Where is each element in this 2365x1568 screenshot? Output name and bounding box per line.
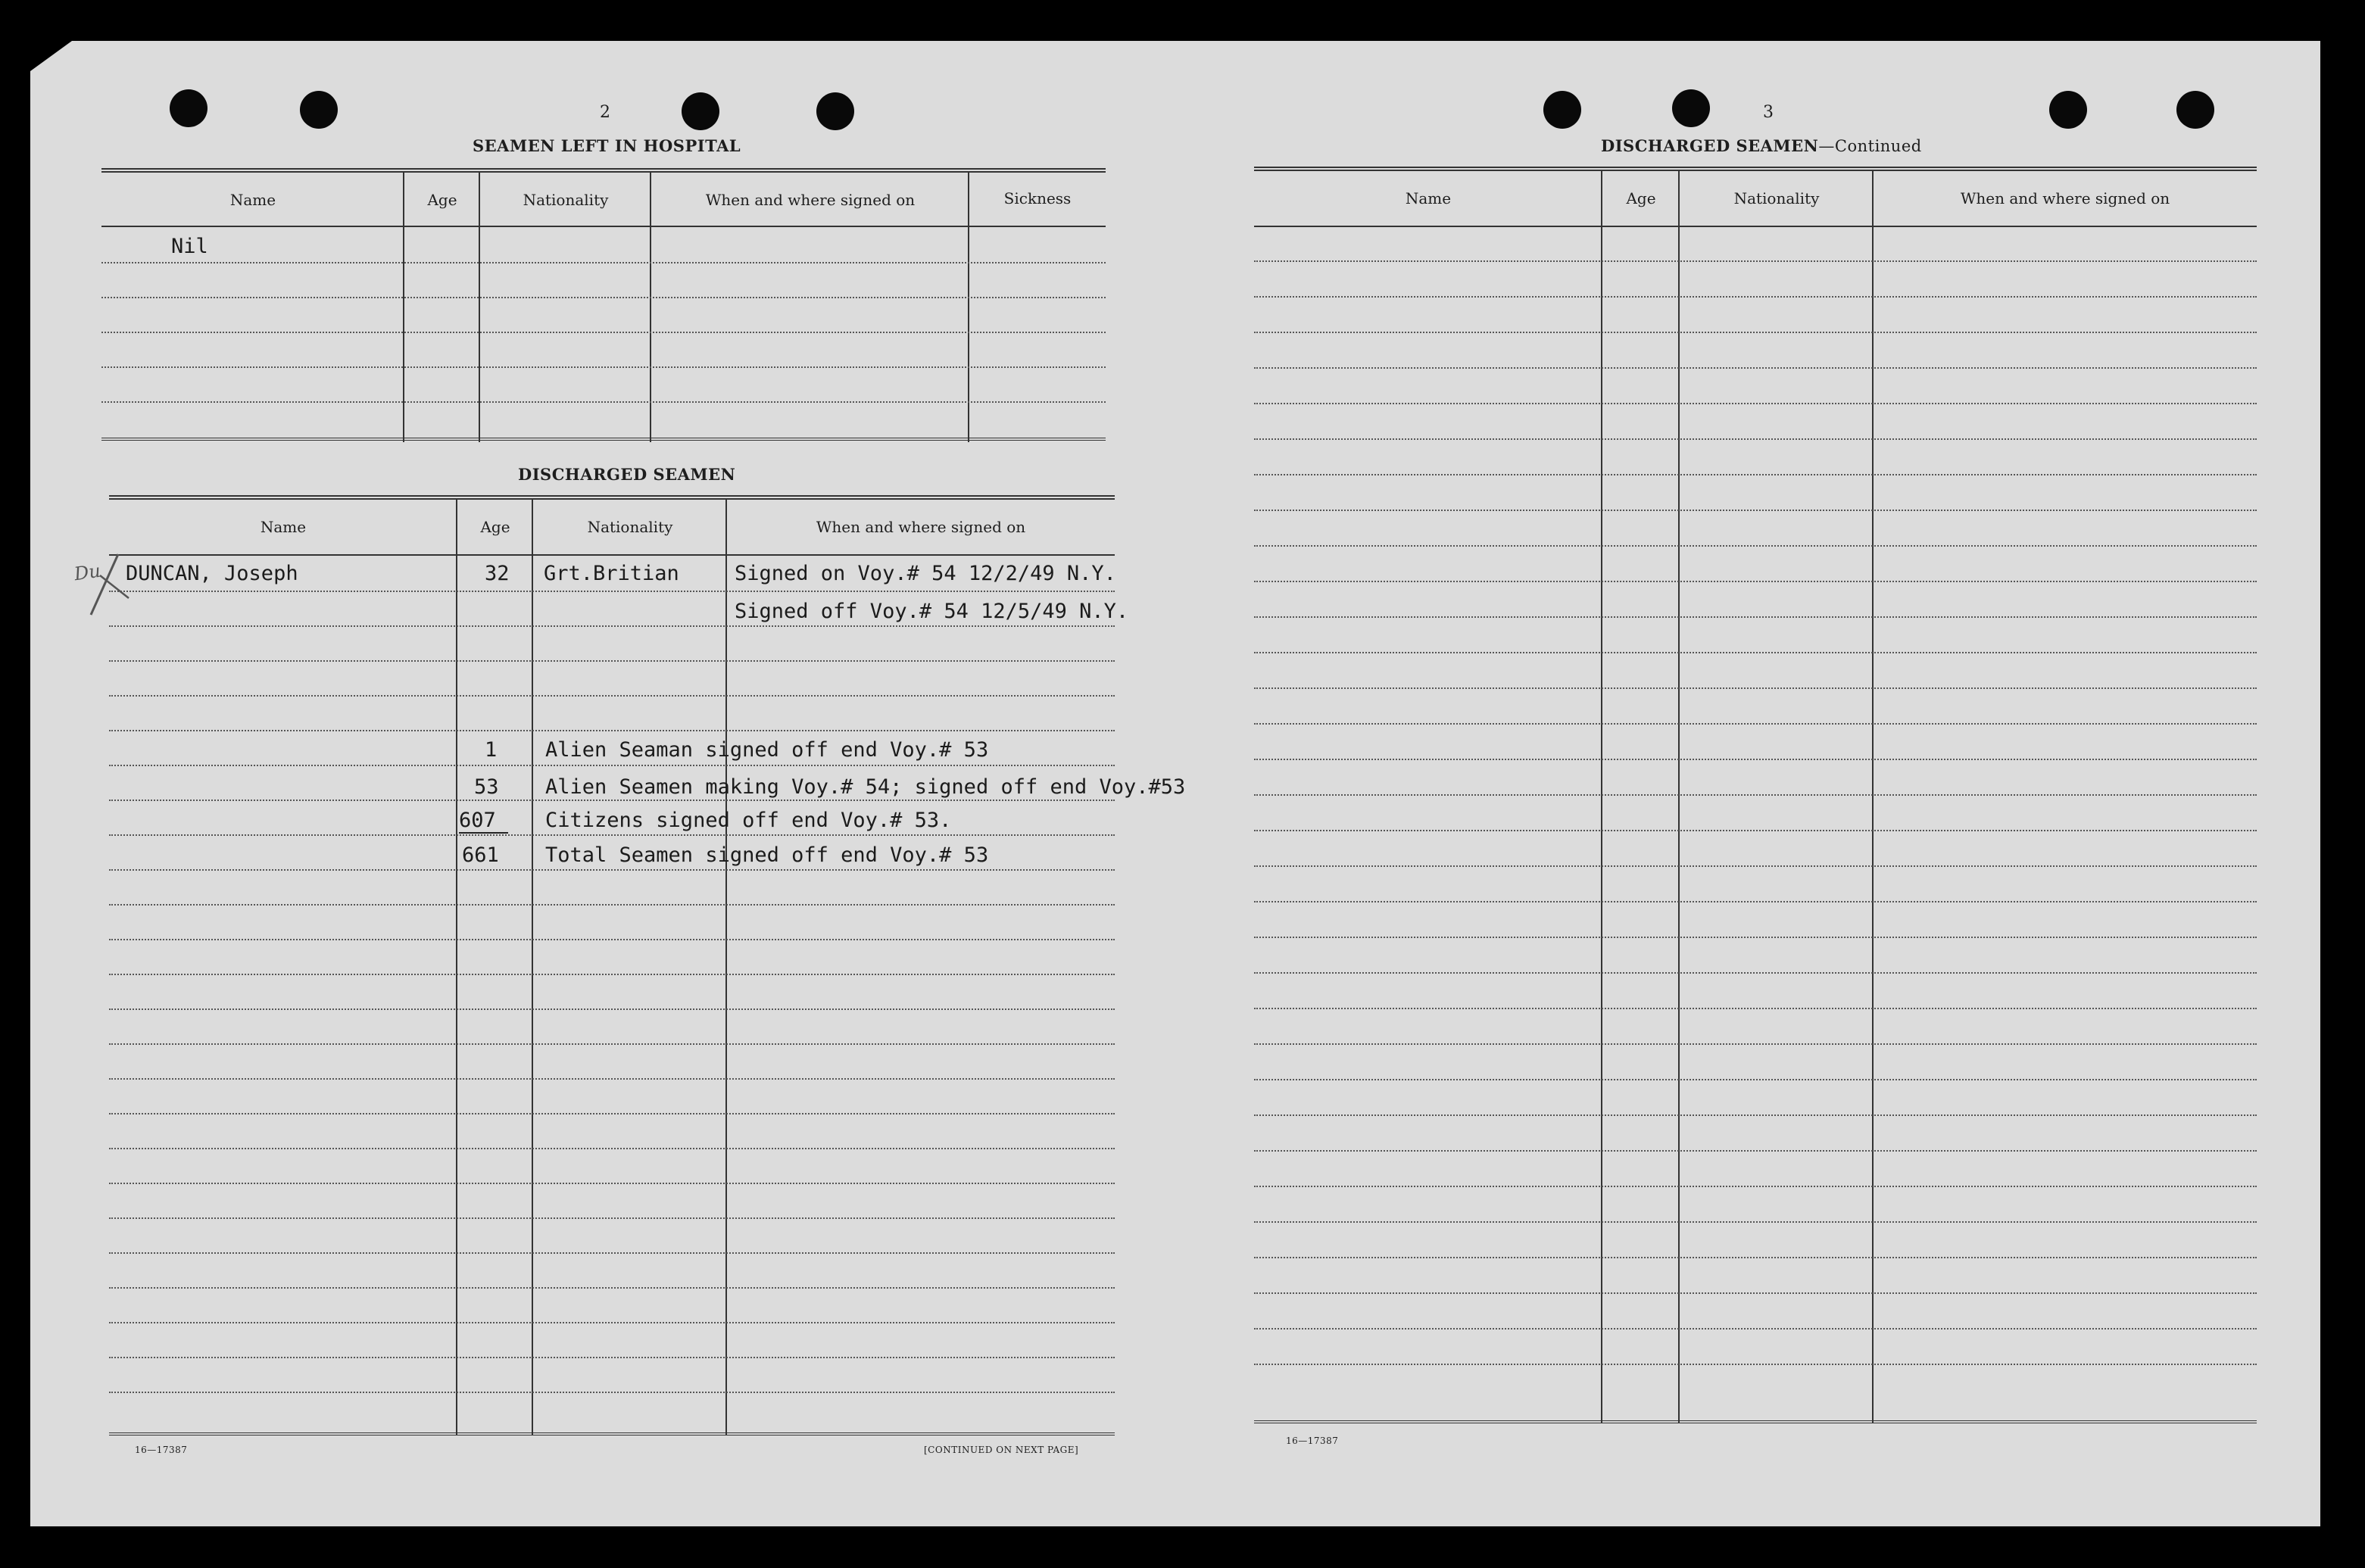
row-line [1254,438,2257,440]
row-line [1254,1114,2257,1116]
discharged-continued-table [1254,167,2257,1426]
row-line [1254,474,2257,475]
row-line [1254,1364,2257,1365]
row-line [1254,794,2257,796]
handwritten-initials: Du [73,560,102,585]
row-line [109,1357,1115,1358]
summary-text: Alien Seaman signed off end Voy.# 53 [545,738,989,762]
seaman-name: DUNCAN, Joseph [126,562,298,585]
row-line [1254,545,2257,547]
row-line [101,297,1106,298]
summary-text: Alien Seamen making Voy.# 54; signed off end Voy.#53 [545,775,1186,799]
row-line [1254,581,2257,582]
row-line [101,366,1106,368]
row-line [109,1287,1115,1289]
column-divider [1872,171,1874,1423]
row-line [1254,1008,2257,1009]
punch-hole [300,91,338,129]
page-number: 3 [1763,103,1774,122]
header-name: Name [229,191,276,209]
header-name: Name [1405,189,1452,207]
form-number: 16—17387 [1286,1436,1339,1446]
row-line [109,869,1115,871]
punch-hole [682,92,719,130]
header-nationality: Nationality [523,191,609,209]
summary-count: 1 [485,738,498,762]
punch-hole [1543,91,1581,129]
punch-hole [1672,89,1710,127]
row-line [109,730,1115,731]
row-line [109,1183,1115,1184]
row-line [1254,759,2257,760]
row-line [109,800,1115,801]
row-line [1254,1186,2257,1187]
row-line [1254,687,2257,689]
row-line [1254,296,2257,298]
hospital-section-title: SEAMEN LEFT IN HOSPITAL [473,136,741,155]
row-line [1254,1221,2257,1223]
seaman-nationality: Grt.Britian [544,562,679,585]
hospital-table [101,168,1106,447]
row-line [1254,403,2257,404]
row-line [109,1252,1115,1254]
header-when-where: When and where signed on [1960,189,2170,207]
header-age: Age [427,191,457,209]
column-divider [456,500,457,1436]
row-line [109,904,1115,906]
row-line [109,1043,1115,1045]
row-line [109,1392,1115,1393]
signed-on-entry: Signed on Voy.# 54 12/2/49 N.Y. [735,562,1116,585]
row-line [1254,510,2257,511]
discharged-continued-title [1601,136,1922,155]
title-suffix: —Continued [1818,137,1922,155]
header-when-where: When and where signed on [816,518,1026,536]
header-sickness: Sickness [1003,189,1072,207]
row-line [1254,972,2257,974]
row-line [1254,1257,2257,1258]
row-line [109,1148,1115,1149]
row-line [1254,830,2257,831]
summary-total-count: 661 [462,843,499,867]
punch-hole [2049,91,2087,129]
row-line [109,974,1115,975]
summary-count: 53 [474,775,499,799]
row-line [1254,652,2257,653]
row-line [1254,1328,2257,1330]
column-divider [1601,171,1602,1423]
header-name: Name [260,518,307,536]
row-line [109,591,1115,592]
row-line [101,262,1106,263]
row-line [101,332,1106,333]
punch-hole [816,92,854,130]
header-age: Age [480,518,510,536]
row-line [1254,1292,2257,1294]
row-line [1254,865,2257,867]
title-text: DISCHARGED SEAMEN [1601,136,1819,155]
hospital-nil-entry: Nil [171,235,208,258]
row-line [1254,1150,2257,1152]
continued-note: [CONTINUED ON NEXT PAGE] [924,1445,1079,1455]
summary-text: Citizens signed off end Voy.# 53. [545,809,952,832]
row-line [109,1008,1115,1010]
row-line [1254,616,2257,618]
row-line [101,401,1106,403]
row-line [109,1078,1115,1080]
row-line [109,834,1115,836]
seaman-age: 32 [485,562,510,585]
row-line [1254,723,2257,725]
row-line [1254,367,2257,369]
row-line [1254,901,2257,902]
row-line [1254,260,2257,262]
row-line [1254,937,2257,938]
header-when-where: When and where signed on [705,191,916,209]
column-divider [532,500,533,1436]
page-number: 2 [600,103,610,122]
summary-count: 607 [459,809,508,834]
row-line [109,695,1115,697]
discharged-table [109,495,1115,1439]
signed-off-entry: Signed off Voy.# 54 12/5/49 N.Y. [735,600,1129,623]
row-line [109,660,1115,662]
discharged-section-title: DISCHARGED SEAMEN [518,465,736,484]
row-line [109,765,1115,766]
column-divider [725,500,727,1436]
row-line [1254,1043,2257,1045]
row-line [1254,332,2257,333]
row-line [109,939,1115,940]
punch-hole [170,89,207,127]
summary-total-text: Total Seamen signed off end Voy.# 53 [545,843,989,867]
row-line [109,625,1115,627]
handwritten-check-mark [73,550,133,619]
punch-hole [2176,91,2214,129]
header-nationality: Nationality [587,518,673,536]
header-nationality: Nationality [1733,189,1820,207]
header-age: Age [1626,189,1656,207]
row-line [1254,1079,2257,1080]
row-line [109,1113,1115,1114]
row-line [109,1322,1115,1323]
form-number: 16—17387 [135,1445,188,1455]
row-line [109,1217,1115,1219]
table-bottom-rule [1254,1420,2257,1423]
table-bottom-rule [109,1432,1115,1436]
table-bottom-rule [101,438,1106,441]
column-divider [1678,171,1680,1423]
